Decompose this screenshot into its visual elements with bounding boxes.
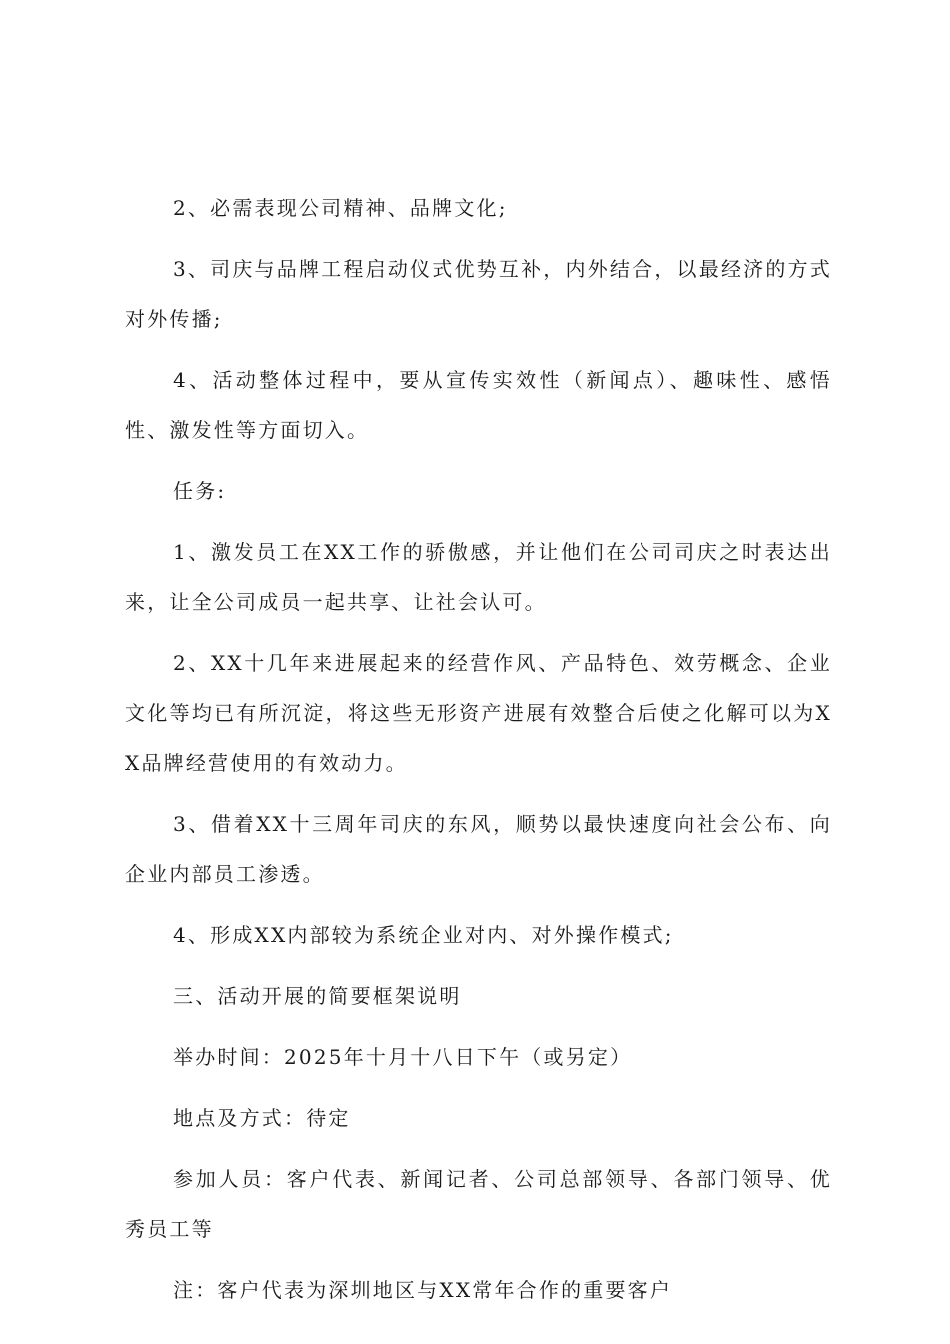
paragraph: 3、司庆与品牌工程启动仪式优势互补，内外结合，以最经济的方式对外传播; (125, 257, 832, 331)
paragraph: 4、活动整体过程中，要从宣传实效性（新闻点）、趣味性、感悟性、激发性等方面切入。 (125, 368, 832, 442)
paragraph: 地点及方式：待定 (173, 1106, 351, 1130)
section-heading: 三、活动开展的简要框架说明 (173, 984, 462, 1008)
document-body (125, 183, 832, 1326)
paragraph: 参加人员：客户代表、新闻记者、公司总部领导、各部门领导、优秀员工等 (125, 1167, 832, 1241)
paragraph: 注：客户代表为深圳地区与XX常年合作的重要客户 (173, 1278, 673, 1302)
paragraph: 2、必需表现公司精神、品牌文化; (173, 196, 508, 220)
paragraph: 4、形成XX内部较为系统企业对内、对外操作模式; (173, 923, 674, 947)
paragraph: 举办时间：2025年十月十八日下午（或另定） (173, 1045, 633, 1069)
paragraph: 3、借着XX十三周年司庆的东风，顺势以最快速度向社会公布、向企业内部员工渗透。 (125, 812, 832, 886)
paragraph: 2、XX十几年来进展起来的经营作风、产品特色、效劳概念、企业文化等均已有所沉淀，将这些无形资产进展有效整合后使之化解可以为XX品牌经营使用的有效动力。 (125, 651, 832, 775)
paragraph: 任务: (173, 479, 227, 503)
paragraph: 1、激发员工在XX工作的骄傲感，并让他们在公司司庆之时表达出来，让全公司成员一起共享、让社会认可。 (125, 540, 832, 614)
